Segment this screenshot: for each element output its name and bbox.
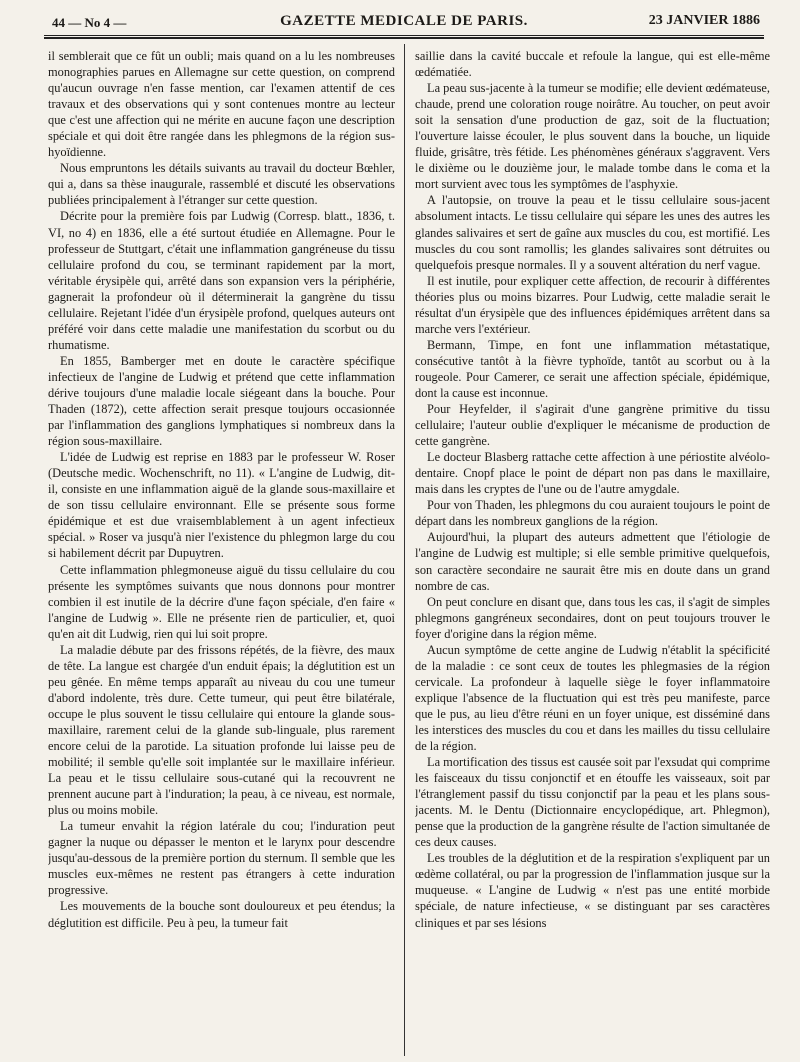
paragraph: Cette inflammation phlegmoneuse aiguë du tissu cellulaire du cou présente les symptômes suivants que nous donnons pour montrer combien il est inutile de la décrire d'une façon spéciale, d'en faire « l'angine de Ludwig ». Elle ne présente rien de particulier, et, quoi qu'en ait dit Ludwig, rien qui lui soit propre. [48, 562, 395, 641]
paragraph: Aucun symptôme de cette angine de Ludwig n'établit la spécificité de la maladie : ce sont ceux de toutes les phlegmasies de la région cervicale. La profondeur à laquelle siège le foyer inflammatoire explique l'absence de la fluctuation qui est très peu manifeste, parce que le pus, au lieu d'être réuni en un foyer unique, est disséminé dans les interstices des muscles du cou et dans les mailles du tissu cellulaire de la région. [415, 642, 770, 754]
paragraph: En 1855, Bamberger met en doute le caractère spécifique infectieux de l'angine de Ludwig et prétend que cette inflammation dérive toujours d'une maladie locale siégeant dans la bouche. Pour Thaden (1872), cette affection serait presque toujours occasionnée par l'inflammation des ganglions lymphatiques si nombreux dans la région sous-maxillaire. [48, 353, 395, 449]
paragraph: Décrite pour la première fois par Ludwig (Corresp. blatt., 1836, t. VI, no 4) en 1836, elle a été surtout étudiée en Allemagne. Pour le professeur de Stuttgart, c'était une inflammation gangréneuse du tissu cellulaire profond du cou, se terminant rapidement par la mort, véritable érysipèle qui, arrêté dans son expansion vers la périphérie, gagnerait la profondeur où il déterminerait la gangrène du tissu cellulaire. Rejetant l'idée d'un érysipèle profond, quelques auteurs ont préféré voir dans cette maladie une manifestation du scorbut ou du rhumatisme. [48, 209, 395, 352]
publication-title: GAZETTE MEDICALE DE PARIS. [280, 13, 528, 29]
paragraph: Bermann, Timpe, en font une inflammation métastatique, consécutive tantôt à la fièvre typhoïde, tantôt au scorbut ou à la rougeole. Pour Camerer, ce serait une affection spéciale, épidémique, dont la cause est inconnue. [415, 337, 770, 400]
paragraph: La tumeur envahit la région latérale du cou; l'induration peut gagner la nuque ou dépasser le menton et le larynx pour descendre jusqu'au-dessous de la première portion du sternum. Il semble que les muscles eux-mêmes ne restent pas étrangers à cette induration progressive. [48, 819, 395, 898]
paragraph: Pour Heyfelder, il s'agirait d'une gangrène primitive du tissu cellulaire; l'auteur oublie d'expliquer le mécanisme de production de cette gangrène. [415, 402, 770, 449]
page-number: 44 — No 4 — [52, 15, 127, 30]
paragraph: Pour von Thaden, les phlegmons du cou auraient toujours le point de départ dans les nombreux ganglions de la région. [415, 498, 770, 529]
paragraph: il semblerait que ce fût un oubli; mais quand on a lu les nombreuses monographies parues en Allemagne sur cette question, on comprend qu'aucun ouvrage n'en fasse mention, car l'examen attentif de ces travaux et des observations qui y sont contenues montre au lecteur que c'est une affection qui ne mérite en aucune façon une description spéciale et qui doit être rangée dans les phlegmons de la région sus-hyoïdienne. [48, 49, 395, 160]
paragraph: Nous empruntons les détails suivants au travail du docteur Bœhler, qui a, dans sa thèse inaugurale, rassemblé et discuté les observations publiées principalement à l'étranger sur cette question. [48, 161, 395, 208]
left-column [48, 48, 395, 1056]
right-column [415, 48, 770, 1056]
paragraph: Il est inutile, pour expliquer cette affection, de recourir à différentes théories plus ou moins bizarres. Pour Ludwig, cette maladie serait le résultat d'un érysipèle que des influences épidémiques arrêtent dans sa marche vers l'extérieur. [415, 273, 770, 336]
paragraph: Aujourd'hui, la plupart des auteurs admettent que l'étiologie de l'angine de Ludwig est multiple; si elle semble primitive quelquefois, son caractère secondaire ne saurait être mis en doute dans un grand nombre de cas. [415, 530, 770, 593]
issue-date: 23 JANVIER 1886 [648, 13, 760, 28]
paragraph: A l'autopsie, on trouve la peau et le tissu cellulaire sous-jacent absolument intacts. Le tissu cellulaire qui sépare les unes des autres les glandes salivaires et sert de gaîne aux muscles du cou, est mortifié. Les muscles du cou sont ramollis; les glandes salivaires sont détruites ou quelquefois presque normales. Il y a souvent altération du nerf vague. [415, 193, 770, 272]
paragraph: La peau sus-jacente à la tumeur se modifie; elle devient œdémateuse, chaude, prend une coloration rouge noirâtre. Au toucher, on peut avoir soit la sensation d'une production de gaz, soit de la fluctuation; l'ouverture laisse écouler, le plus souvent dans la bouche, un liquide fluide, grisâtre, très fétide. Les phénomènes généraux s'aggravent. Vers le dixième ou le douzième jour, le malade tombe dans le coma et la mort survient avec tous les symptômes de l'asphyxie. [415, 81, 770, 192]
paragraph: Les troubles de la déglutition et de la respiration s'expliquent par un œdème collatéral, ou par la progression de l'inflammation jusque sur la muqueuse. « L'angine de Ludwig « n'est pas une entité morbide spéciale, de nature infectieuse, « se distinguant par ses caractères cliniques et par ses lésions [415, 851, 770, 930]
paragraph: Les mouvements de la bouche sont douloureux et peu étendus; la déglutition est difficile. Peu à peu, la tumeur fait [48, 899, 395, 930]
header-rule [44, 35, 764, 39]
paragraph: La maladie débute par des frissons répétés, de la fièvre, des maux de tête. La langue est chargée d'un enduit épais; la déglutition est un peu gênée. En même temps apparaît au niveau du cou une tumeur d'abord indolente, très dure. Cette tumeur, qui peut être bilatérale, occupe le plus souvent le tissu cellulaire qui entoure la glande sous-maxillaire, rarement celui de la glande sub-linguale, plus rarement encore celui de la parotide. La situation profonde lui laisse peu de mobilité; il semble qu'elle soit implantée sur le maxillaire inférieur. La peau et le tissu cellulaire sous-cutané qui la recouvrent ne prennent aucune part à l'induration; la peau, à ce niveau, est normale, plus ou moins mobile. [48, 642, 395, 818]
paragraph: La mortification des tissus est causée soit par l'exsudat qui comprime les faisceaux du tissu conjonctif et en étouffe les vaisseaux, soit par l'étranglement passif du tissu conjonctif par la peau et les plans sous-jacents. M. le Dentu (Dictionnaire encyclopédique, art. Phlegmon), pense que la production de la gangrène résulte de l'action simultanée de ces deux causes. [415, 755, 770, 850]
page-header [44, 10, 764, 34]
paragraph: L'idée de Ludwig est reprise en 1883 par le professeur W. Roser (Deutsche medic. Wochenschrift, no 11). « L'angine de Ludwig, dit-il, consiste en une inflammation aiguë de la glande sous-maxillaire et de son tissu cellulaire environnant. Elle se présente sous forme épidémique et est due vraisemblablement à un agent infectieux spécial. » Roser va jusqu'à nier l'existence du phlegmon large du cou si habilement décrit par Dupuytren. [48, 450, 395, 561]
paragraph: On peut conclure en disant que, dans tous les cas, il s'agit de simples phlegmons gangréneux secondaires, dont on peut toujours trouver le foyer d'origine dans la région même. [415, 594, 770, 641]
paragraph: Le docteur Blasberg rattache cette affection à une périostite alvéolo-dentaire. Cnopf place le point de départ non pas dans le maxillaire, mais dans les cryptes de l'une ou de l'autre amygdale. [415, 450, 770, 497]
paragraph: saillie dans la cavité buccale et refoule la langue, qui est elle-même œdématiée. [415, 49, 770, 80]
column-divider [404, 44, 405, 1056]
